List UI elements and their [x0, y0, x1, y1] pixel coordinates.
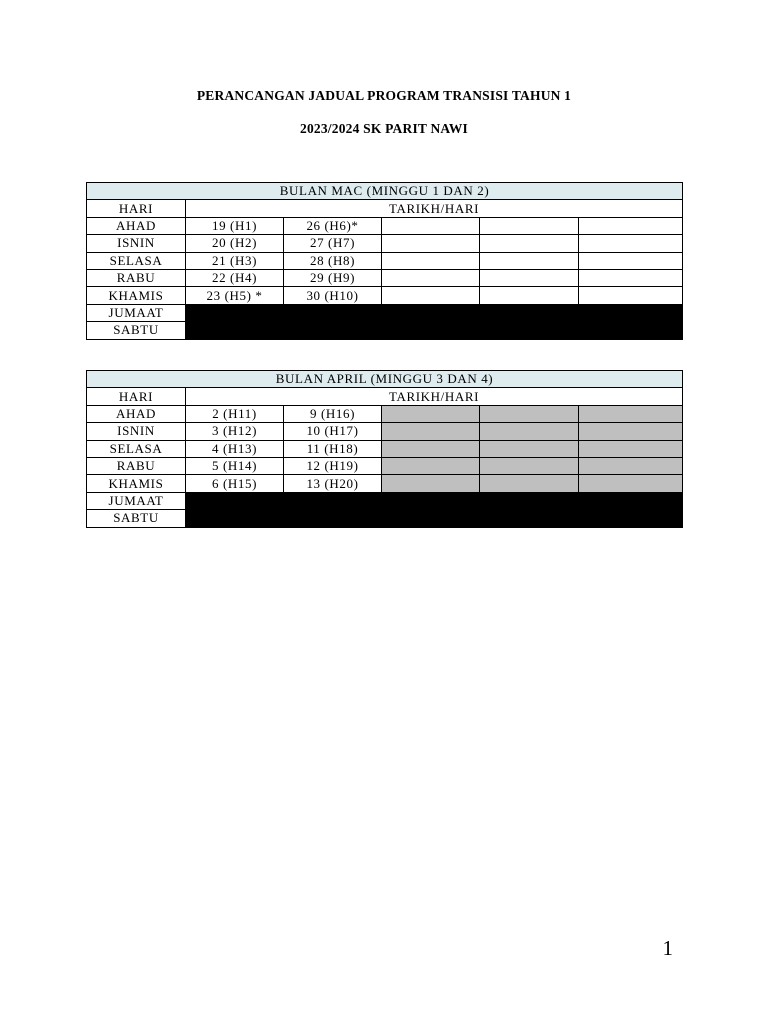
date-cell: 27 (H7): [284, 235, 382, 252]
day-cell: ISNIN: [87, 235, 186, 252]
empty-cell: [579, 287, 683, 304]
grey-cell: [382, 457, 480, 474]
date-cell: 5 (H14): [186, 457, 284, 474]
date-cell: 11 (H18): [284, 440, 382, 457]
grey-cell: [480, 423, 579, 440]
column-header-tarikh: TARIKH/HARI: [186, 388, 683, 405]
table-row: [87, 269, 683, 286]
table-row: [87, 217, 683, 234]
blocked-cell: [186, 492, 683, 527]
table-heading-row: [87, 371, 683, 388]
day-cell: KHAMIS: [87, 475, 186, 492]
empty-cell: [382, 287, 480, 304]
grey-cell: [382, 405, 480, 422]
empty-cell: [579, 269, 683, 286]
document-title: PERANCANGAN JADUAL PROGRAM TRANSISI TAHUN 1: [196, 88, 572, 103]
empty-cell: [579, 252, 683, 269]
column-header-tarikh: TARIKH/HARI: [186, 200, 683, 217]
date-cell: 28 (H8): [284, 252, 382, 269]
date-cell: 2 (H11): [186, 405, 284, 422]
empty-cell: [382, 252, 480, 269]
day-cell: ISNIN: [87, 423, 186, 440]
day-cell: SELASA: [87, 252, 186, 269]
empty-cell: [579, 235, 683, 252]
table-heading-row: [87, 183, 683, 200]
table-row: [87, 235, 683, 252]
empty-cell: [579, 217, 683, 234]
empty-cell: [480, 269, 579, 286]
date-cell: 19 (H1): [186, 217, 284, 234]
date-cell: 30 (H10): [284, 287, 382, 304]
day-cell: SABTU: [87, 510, 186, 527]
day-cell: RABU: [87, 269, 186, 286]
grey-cell: [480, 457, 579, 474]
table-row-off-day: [87, 492, 683, 509]
table-heading: BULAN APRIL (MINGGU 3 DAN 4): [87, 371, 683, 388]
day-cell: SELASA: [87, 440, 186, 457]
grey-cell: [579, 405, 683, 422]
grey-cell: [579, 423, 683, 440]
day-cell: JUMAAT: [87, 304, 186, 321]
date-cell: 29 (H9): [284, 269, 382, 286]
date-cell: 23 (H5) *: [186, 287, 284, 304]
table-heading: BULAN MAC (MINGGU 1 DAN 2): [87, 183, 683, 200]
column-header-hari: HARI: [87, 200, 186, 217]
schedule-table-mac: [86, 182, 683, 340]
date-cell: 13 (H20): [284, 475, 382, 492]
grey-cell: [480, 440, 579, 457]
grey-cell: [382, 440, 480, 457]
grey-cell: [480, 475, 579, 492]
column-header-row: [87, 388, 683, 405]
page-number: 1: [662, 936, 673, 960]
date-cell: 6 (H15): [186, 475, 284, 492]
empty-cell: [480, 252, 579, 269]
date-cell: 21 (H3): [186, 252, 284, 269]
day-cell: AHAD: [87, 405, 186, 422]
column-header-hari: HARI: [87, 388, 186, 405]
grey-cell: [579, 475, 683, 492]
date-cell: 20 (H2): [186, 235, 284, 252]
column-header-row: [87, 200, 683, 217]
grey-cell: [480, 405, 579, 422]
table-row: [87, 287, 683, 304]
table-row: [87, 405, 683, 422]
day-cell: AHAD: [87, 217, 186, 234]
empty-cell: [382, 217, 480, 234]
empty-cell: [480, 235, 579, 252]
blocked-cell: [186, 304, 683, 339]
grey-cell: [579, 457, 683, 474]
day-cell: JUMAAT: [87, 492, 186, 509]
date-cell: 12 (H19): [284, 457, 382, 474]
table-row: [87, 475, 683, 492]
empty-cell: [382, 269, 480, 286]
table-row-off-day: [87, 304, 683, 321]
grey-cell: [579, 440, 683, 457]
date-cell: 22 (H4): [186, 269, 284, 286]
empty-cell: [382, 235, 480, 252]
table-row: [87, 252, 683, 269]
table-row: [87, 457, 683, 474]
empty-cell: [480, 287, 579, 304]
empty-cell: [480, 217, 579, 234]
date-cell: 4 (H13): [186, 440, 284, 457]
schedule-table-april: [86, 370, 683, 528]
date-cell: 3 (H12): [186, 423, 284, 440]
day-cell: KHAMIS: [87, 287, 186, 304]
table-row: [87, 440, 683, 457]
grey-cell: [382, 423, 480, 440]
date-cell: 9 (H16): [284, 405, 382, 422]
table-row: [87, 423, 683, 440]
grey-cell: [382, 475, 480, 492]
day-cell: SABTU: [87, 322, 186, 339]
date-cell: 10 (H17): [284, 423, 382, 440]
day-cell: RABU: [87, 457, 186, 474]
date-cell: 26 (H6)*: [284, 217, 382, 234]
document-subtitle: 2023/2024 SK PARIT NAWI: [300, 121, 468, 136]
